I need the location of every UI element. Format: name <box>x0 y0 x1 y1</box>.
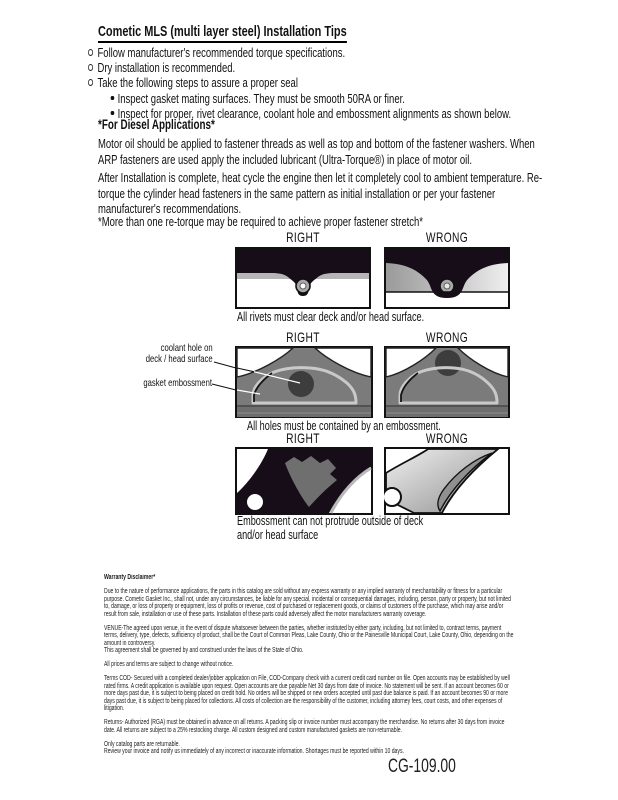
filled-bullet-icon <box>111 96 114 101</box>
open-bullet-icon <box>88 79 93 86</box>
bolt-hole-glyph <box>247 494 263 510</box>
row2-caption: All holes must be contained by an embossment. <box>247 419 441 433</box>
row3-right-label: RIGHT <box>286 430 320 446</box>
row2-wrong-figure <box>384 346 510 418</box>
open-bullet-icon <box>88 49 93 56</box>
filled-bullet-icon <box>111 111 114 116</box>
retorque-note: *More than one re-torque may be required to achieve proper fastener stretch* <box>98 214 423 229</box>
legal-paragraph: This agreement shall be governed by and construed under the laws of the State of Ohio. <box>104 647 304 654</box>
list-item <box>88 45 555 60</box>
coolant-hole-glyph <box>288 371 314 397</box>
tip-text: Follow manufacturer's recommended torque specifications. <box>97 45 346 60</box>
row1-right-label: RIGHT <box>286 229 320 245</box>
tip-text: Inspect for proper, rivet clearance, coolant hole and embossment alignments as shown below. <box>117 105 512 121</box>
diesel-paragraph-2: After Installation is complete, heat cycle the engine then let it completely cool to ambient temperature. Re-torque the cylinder head fasteners in the same pattern as initial installation or per your fastener manufacturer's recommendations. <box>98 170 543 216</box>
diesel-section-heading: *For Diesel Applications* <box>98 117 215 132</box>
page-number: CG-109.00 <box>388 756 456 777</box>
open-bullet-icon <box>88 64 93 71</box>
row1-right-figure <box>235 247 371 309</box>
tip-text: Inspect gasket mating surfaces. They must be smooth 50RA or finer. <box>117 90 405 106</box>
legal-heading: Warranty Disclaimer* <box>104 574 156 581</box>
list-item <box>88 60 555 75</box>
row3-right-figure <box>235 447 373 515</box>
list-item <box>111 91 556 106</box>
coolant-hole-annotation: coolant hole on deck / head surface <box>146 342 213 365</box>
row1-wrong-figure <box>384 247 510 309</box>
row2-right-label: RIGHT <box>286 329 320 345</box>
legal-paragraph: Review your invoice and notify us immediately of any incorrect or inaccurate information. Shortages must be reported within 10 days. <box>104 748 404 755</box>
row1-caption: All rivets must clear deck and/or head surface. <box>237 310 425 324</box>
warranty-disclaimer-section <box>104 574 514 756</box>
diesel-paragraph-1: Motor oil should be applied to fastener threads as well as top and bottom of the fastener washers. When ARP fasteners are used apply the included lubricant (Ultra-Torque®) in place of motor oil. <box>98 136 535 167</box>
page-title: Cometic MLS (multi layer steel) Installation Tips <box>98 23 347 43</box>
row2-wrong-label: WRONG <box>425 329 469 345</box>
tip-text: Dry installation is recommended. <box>97 60 236 76</box>
legal-paragraph: Due to the nature of performance applications, the parts in this catalog are sold without any express warranty or any implied warranty of merchantability or fitness for a particular purpose. Cometic Gasket Inc., shall not, under any circumstances, be liable for any special, incidental or consequential damages, including, person, party or property, but not limited to, damage, or loss of property or equipment, loss of profits or revenue, cost of purchased or replacement goods, or claims of customers of the purchase, which may arise and/or result from sale, installation or use of these parts. Installation of these parts could adversely affect the motor manufacturers warranty coverage. <box>104 588 511 618</box>
row3-wrong-figure <box>384 447 510 515</box>
installation-tips-list <box>88 45 555 121</box>
legal-paragraph: Only catalog parts are returnable. <box>104 740 180 748</box>
tip-text: Take the following steps to assure a proper seal <box>97 75 298 91</box>
row3-wrong-label: WRONG <box>425 430 469 446</box>
coolant-hole-glyph <box>435 350 461 376</box>
row2-right-figure <box>235 346 373 418</box>
gasket-embossment-annotation: gasket embossment <box>143 377 212 389</box>
legal-paragraph: All prices and terms are subject to change without notice. <box>104 661 234 668</box>
legal-paragraph: Returns- Authorized (RGA) must be obtained in advance on all returns. A packing slip or invoice number must accompany the merchandise. No returns after 30 days from invoice date. All returns are subject to a 25% restocking charge. All custom designed and custom manufactured gaskets are non-returnable. <box>104 719 505 734</box>
row3-caption: Embossment can not protrude outside of deck and/or head surface <box>237 514 424 542</box>
bolt-hole-glyph <box>384 488 401 506</box>
row1-wrong-label: WRONG <box>425 229 469 245</box>
legal-paragraph: VENUE-The agreed upon venue, in the event of dispute whatsoever between the parties, whether instituted by either party, including, but not limited to, contract terms, payment terms, delivery, type, defects, sufficiency of product, shall be the Court of Common Pleas, Lake County, Ohio or the Painesville Municipal Court, Lake County, Ohio, depending on the amount in controversy. <box>104 624 514 647</box>
list-item <box>88 75 555 90</box>
legal-paragraph: Terms COD- Secured with a completed dealer/jobber application on File, COD-Company check with a current credit card number on file. Open accounts may be established by well rated firms. A credit application is available upon request. Open accounts are due payable Net 30 days from date of invoice. No statement will be sent. If an account becomes 60 or more days past due, it is subject to being placed on credit hold. No orders will be shipped or new orders accepted until past due balance is paid. If an account becomes 90 or more days past due, it is subject to being placed for collections. All costs of collection are the responsibility of the customer, including attorney fees, court costs, and other expenses of litigation. <box>104 675 510 712</box>
